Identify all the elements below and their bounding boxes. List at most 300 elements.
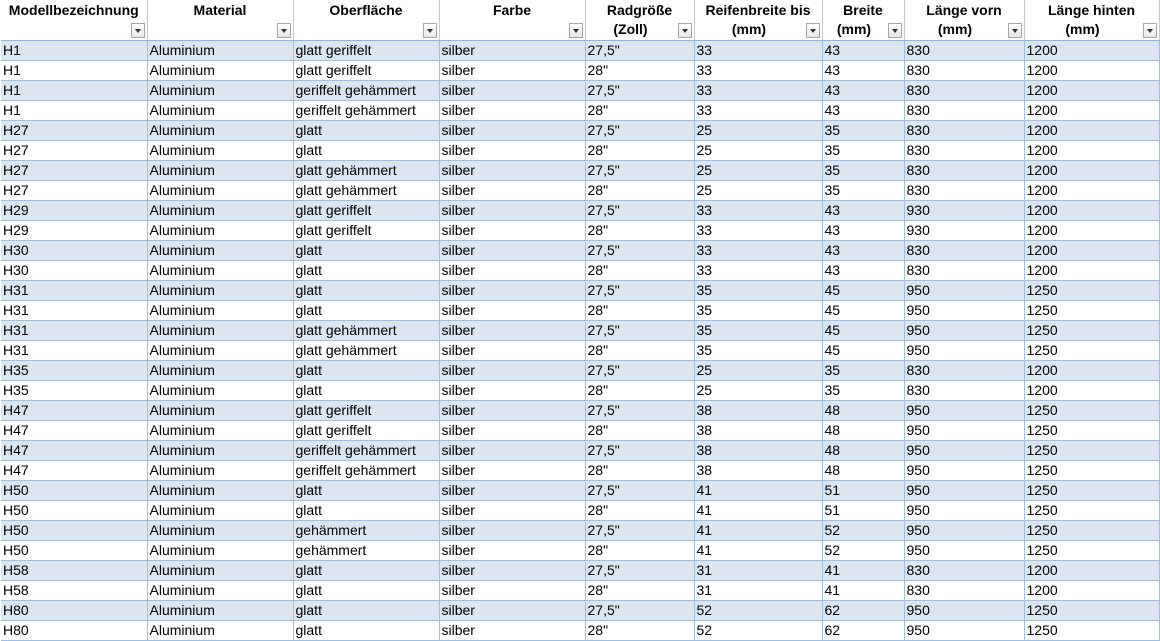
- table-cell[interactable]: silber: [439, 461, 585, 481]
- table-cell[interactable]: 950: [904, 301, 1024, 321]
- table-cell[interactable]: 41: [694, 521, 822, 541]
- table-cell[interactable]: 45: [822, 341, 904, 361]
- column-header-2: [293, 0, 439, 41]
- table-cell[interactable]: 27,5": [585, 401, 694, 421]
- table-cell[interactable]: silber: [439, 361, 585, 381]
- table-cell[interactable]: H50: [1, 541, 147, 561]
- table-cell[interactable]: Aluminium: [147, 261, 293, 281]
- header-row: [1, 0, 1159, 41]
- table-cell[interactable]: 28": [585, 501, 694, 521]
- table-cell[interactable]: 950: [904, 441, 1024, 461]
- dropdown-filter-icon[interactable]: [131, 23, 145, 38]
- table-cell[interactable]: 28": [585, 541, 694, 561]
- table-cell[interactable]: 43: [822, 101, 904, 121]
- table-cell[interactable]: 48: [822, 441, 904, 461]
- table-cell[interactable]: 35: [822, 121, 904, 141]
- table-cell[interactable]: silber: [439, 241, 585, 261]
- table-cell[interactable]: Aluminium: [147, 301, 293, 321]
- table-cell[interactable]: 950: [904, 481, 1024, 501]
- table-cell[interactable]: H47: [1, 421, 147, 441]
- table-cell[interactable]: gehämmert: [293, 521, 439, 541]
- table-cell[interactable]: 1200: [1024, 221, 1159, 241]
- table-cell[interactable]: H1: [1, 81, 147, 101]
- table-cell[interactable]: 830: [904, 121, 1024, 141]
- table-cell[interactable]: 830: [904, 361, 1024, 381]
- table-cell[interactable]: 25: [694, 161, 822, 181]
- table-cell[interactable]: 52: [694, 621, 822, 641]
- table-cell[interactable]: 52: [694, 601, 822, 621]
- table-cell[interactable]: 31: [694, 581, 822, 601]
- table-cell[interactable]: 28": [585, 461, 694, 481]
- table-cell[interactable]: 1250: [1024, 341, 1159, 361]
- table-cell[interactable]: 830: [904, 81, 1024, 101]
- table-cell[interactable]: Aluminium: [147, 441, 293, 461]
- table-row: [1, 221, 1159, 241]
- table-cell[interactable]: 35: [694, 301, 822, 321]
- table-cell[interactable]: 28": [585, 101, 694, 121]
- column-header-title: Farbe: [492, 2, 532, 18]
- table-cell[interactable]: 1250: [1024, 601, 1159, 621]
- table-cell[interactable]: H29: [1, 221, 147, 241]
- table-cell[interactable]: 1200: [1024, 41, 1159, 61]
- table-cell[interactable]: 930: [904, 201, 1024, 221]
- column-header-unit: (Zoll): [613, 21, 648, 37]
- table-cell[interactable]: 1250: [1024, 461, 1159, 481]
- table-cell[interactable]: glatt geriffelt: [293, 41, 439, 61]
- table-cell[interactable]: 27,5": [585, 121, 694, 141]
- table-cell[interactable]: Aluminium: [147, 501, 293, 521]
- table-cell[interactable]: 1200: [1024, 81, 1159, 101]
- table-cell[interactable]: 35: [822, 161, 904, 181]
- table-cell[interactable]: 28": [585, 221, 694, 241]
- table-cell[interactable]: 28": [585, 301, 694, 321]
- table-cell[interactable]: H31: [1, 321, 147, 341]
- table-cell[interactable]: H58: [1, 581, 147, 601]
- table-cell[interactable]: glatt geriffelt: [293, 401, 439, 421]
- table-cell[interactable]: 830: [904, 561, 1024, 581]
- table-cell[interactable]: Aluminium: [147, 621, 293, 641]
- table-cell[interactable]: silber: [439, 501, 585, 521]
- table-cell[interactable]: glatt: [293, 561, 439, 581]
- table-cell[interactable]: 950: [904, 421, 1024, 441]
- table-cell[interactable]: geriffelt gehämmert: [293, 81, 439, 101]
- table-cell[interactable]: 950: [904, 601, 1024, 621]
- table-cell[interactable]: 830: [904, 241, 1024, 261]
- table-cell[interactable]: 1200: [1024, 361, 1159, 381]
- table-cell[interactable]: 950: [904, 621, 1024, 641]
- table-cell[interactable]: Aluminium: [147, 141, 293, 161]
- table-cell[interactable]: glatt: [293, 301, 439, 321]
- table-cell[interactable]: 1200: [1024, 201, 1159, 221]
- table-cell[interactable]: 1200: [1024, 161, 1159, 181]
- dropdown-filter-icon[interactable]: [806, 23, 820, 38]
- table-cell[interactable]: Aluminium: [147, 521, 293, 541]
- table-cell[interactable]: glatt geriffelt: [293, 201, 439, 221]
- table-cell[interactable]: 830: [904, 61, 1024, 81]
- table-cell[interactable]: silber: [439, 321, 585, 341]
- table-cell[interactable]: 830: [904, 181, 1024, 201]
- table-cell[interactable]: 1200: [1024, 581, 1159, 601]
- table-cell[interactable]: 950: [904, 541, 1024, 561]
- table-cell[interactable]: glatt: [293, 141, 439, 161]
- table-cell[interactable]: 830: [904, 41, 1024, 61]
- table-cell[interactable]: Aluminium: [147, 561, 293, 581]
- table-cell[interactable]: 35: [822, 141, 904, 161]
- dropdown-filter-icon[interactable]: [1008, 23, 1022, 38]
- table-cell[interactable]: H50: [1, 481, 147, 501]
- table-cell[interactable]: silber: [439, 421, 585, 441]
- table-cell[interactable]: 1250: [1024, 421, 1159, 441]
- table-cell[interactable]: gehämmert: [293, 541, 439, 561]
- table-cell[interactable]: 1200: [1024, 381, 1159, 401]
- table-cell[interactable]: 41: [694, 501, 822, 521]
- table-cell[interactable]: 38: [694, 421, 822, 441]
- dropdown-filter-icon[interactable]: [423, 23, 437, 38]
- table-cell[interactable]: 38: [694, 401, 822, 421]
- table-cell[interactable]: H50: [1, 521, 147, 541]
- table-cell[interactable]: silber: [439, 561, 585, 581]
- table-cell[interactable]: 41: [822, 581, 904, 601]
- table-cell[interactable]: 35: [822, 181, 904, 201]
- table-cell[interactable]: H47: [1, 401, 147, 421]
- table-cell[interactable]: glatt gehämmert: [293, 161, 439, 181]
- table-cell[interactable]: 43: [822, 61, 904, 81]
- table-cell[interactable]: silber: [439, 381, 585, 401]
- table-cell[interactable]: 25: [694, 381, 822, 401]
- table-cell[interactable]: 1200: [1024, 241, 1159, 261]
- table-cell[interactable]: 45: [822, 281, 904, 301]
- table-cell[interactable]: silber: [439, 181, 585, 201]
- table-cell[interactable]: glatt: [293, 501, 439, 521]
- table-cell[interactable]: glatt: [293, 381, 439, 401]
- table-cell[interactable]: silber: [439, 601, 585, 621]
- table-cell[interactable]: 33: [694, 261, 822, 281]
- table-cell[interactable]: glatt: [293, 481, 439, 501]
- table-cell[interactable]: 43: [822, 81, 904, 101]
- table-cell[interactable]: Aluminium: [147, 401, 293, 421]
- table-cell[interactable]: 27,5": [585, 161, 694, 181]
- table-cell[interactable]: 830: [904, 161, 1024, 181]
- table-cell[interactable]: glatt gehämmert: [293, 321, 439, 341]
- table-cell[interactable]: geriffelt gehämmert: [293, 101, 439, 121]
- table-cell[interactable]: 33: [694, 41, 822, 61]
- table-cell[interactable]: glatt gehämmert: [293, 341, 439, 361]
- table-cell[interactable]: H35: [1, 381, 147, 401]
- table-cell[interactable]: 1250: [1024, 281, 1159, 301]
- table-cell[interactable]: glatt: [293, 361, 439, 381]
- table-cell[interactable]: 830: [904, 261, 1024, 281]
- table-cell[interactable]: H31: [1, 281, 147, 301]
- table-cell[interactable]: Aluminium: [147, 581, 293, 601]
- table-cell[interactable]: 27,5": [585, 201, 694, 221]
- table-cell[interactable]: silber: [439, 81, 585, 101]
- table-cell[interactable]: geriffelt gehämmert: [293, 461, 439, 481]
- table-cell[interactable]: silber: [439, 301, 585, 321]
- table-cell[interactable]: silber: [439, 41, 585, 61]
- table-cell[interactable]: 27,5": [585, 241, 694, 261]
- table-cell[interactable]: silber: [439, 101, 585, 121]
- table-cell[interactable]: silber: [439, 441, 585, 461]
- table-cell[interactable]: glatt geriffelt: [293, 61, 439, 81]
- table-cell[interactable]: 830: [904, 381, 1024, 401]
- table-cell[interactable]: 950: [904, 341, 1024, 361]
- table-cell[interactable]: 27,5": [585, 601, 694, 621]
- table-cell[interactable]: 1200: [1024, 561, 1159, 581]
- table-cell[interactable]: 35: [694, 341, 822, 361]
- column-header-title: Breite: [843, 2, 883, 18]
- table-cell[interactable]: silber: [439, 581, 585, 601]
- table-cell[interactable]: 27,5": [585, 361, 694, 381]
- column-header-1: [147, 0, 293, 41]
- dropdown-filter-icon[interactable]: [1143, 23, 1157, 38]
- table-cell[interactable]: Aluminium: [147, 241, 293, 261]
- table-row: [1, 381, 1159, 401]
- column-header-title: Material: [193, 2, 247, 18]
- table-cell[interactable]: 950: [904, 461, 1024, 481]
- column-header-6: [822, 0, 904, 41]
- column-header-3: [439, 0, 585, 41]
- table-cell[interactable]: H58: [1, 561, 147, 581]
- table-cell[interactable]: Aluminium: [147, 161, 293, 181]
- table-cell[interactable]: Aluminium: [147, 421, 293, 441]
- table-cell[interactable]: 43: [822, 221, 904, 241]
- table-cell[interactable]: glatt geriffelt: [293, 221, 439, 241]
- table-cell[interactable]: glatt: [293, 121, 439, 141]
- table-cell[interactable]: H30: [1, 261, 147, 281]
- table-cell[interactable]: 51: [822, 481, 904, 501]
- table-cell[interactable]: 28": [585, 61, 694, 81]
- table-row: [1, 341, 1159, 361]
- table-cell[interactable]: 28": [585, 421, 694, 441]
- column-header-title: Länge vorn: [926, 2, 1002, 18]
- table-cell[interactable]: 27,5": [585, 321, 694, 341]
- table-cell[interactable]: 25: [694, 141, 822, 161]
- table-cell[interactable]: 1200: [1024, 261, 1159, 281]
- table-cell[interactable]: 930: [904, 221, 1024, 241]
- table-cell[interactable]: glatt: [293, 261, 439, 281]
- table-cell[interactable]: 830: [904, 581, 1024, 601]
- table-cell[interactable]: Aluminium: [147, 341, 293, 361]
- table-cell[interactable]: 52: [822, 521, 904, 541]
- table-cell[interactable]: Aluminium: [147, 61, 293, 81]
- table-cell[interactable]: glatt: [293, 281, 439, 301]
- table-cell[interactable]: 43: [822, 261, 904, 281]
- table-cell[interactable]: 48: [822, 401, 904, 421]
- table-cell[interactable]: 27,5": [585, 481, 694, 501]
- table-cell[interactable]: 27,5": [585, 281, 694, 301]
- table-cell[interactable]: 1250: [1024, 621, 1159, 641]
- column-header-unit: (mm): [731, 21, 767, 37]
- table-cell[interactable]: Aluminium: [147, 41, 293, 61]
- table-cell[interactable]: Aluminium: [147, 461, 293, 481]
- table-cell[interactable]: 28": [585, 621, 694, 641]
- table-cell[interactable]: 35: [694, 321, 822, 341]
- table-cell[interactable]: silber: [439, 521, 585, 541]
- table-cell[interactable]: 1250: [1024, 441, 1159, 461]
- table-cell[interactable]: silber: [439, 481, 585, 501]
- table-cell[interactable]: silber: [439, 621, 585, 641]
- table-cell[interactable]: 45: [822, 301, 904, 321]
- table-cell[interactable]: 950: [904, 281, 1024, 301]
- table-cell[interactable]: H50: [1, 501, 147, 521]
- table-cell[interactable]: H47: [1, 441, 147, 461]
- table-cell[interactable]: 43: [822, 241, 904, 261]
- table-cell[interactable]: Aluminium: [147, 221, 293, 241]
- table-cell[interactable]: H27: [1, 181, 147, 201]
- table-cell[interactable]: Aluminium: [147, 181, 293, 201]
- table-cell[interactable]: 31: [694, 561, 822, 581]
- dropdown-filter-icon[interactable]: [277, 23, 291, 38]
- table-cell[interactable]: H27: [1, 141, 147, 161]
- table-cell[interactable]: 48: [822, 421, 904, 441]
- table-cell[interactable]: H1: [1, 101, 147, 121]
- table-cell[interactable]: silber: [439, 141, 585, 161]
- table-cell[interactable]: 1250: [1024, 501, 1159, 521]
- table-cell[interactable]: silber: [439, 541, 585, 561]
- table-cell[interactable]: 950: [904, 321, 1024, 341]
- table-cell[interactable]: 62: [822, 621, 904, 641]
- table-cell[interactable]: 28": [585, 381, 694, 401]
- table-cell[interactable]: 27,5": [585, 81, 694, 101]
- table-cell[interactable]: 35: [822, 381, 904, 401]
- table-cell[interactable]: 1200: [1024, 141, 1159, 161]
- table-row: [1, 581, 1159, 601]
- table-cell[interactable]: 35: [694, 281, 822, 301]
- table-cell[interactable]: 43: [822, 41, 904, 61]
- table-cell[interactable]: 41: [822, 561, 904, 581]
- table-cell[interactable]: 1250: [1024, 481, 1159, 501]
- table-cell[interactable]: 51: [822, 501, 904, 521]
- table-cell[interactable]: 27,5": [585, 521, 694, 541]
- table-cell[interactable]: 33: [694, 221, 822, 241]
- table-cell[interactable]: silber: [439, 61, 585, 81]
- table-cell[interactable]: 28": [585, 581, 694, 601]
- table-cell[interactable]: 1200: [1024, 121, 1159, 141]
- table-cell[interactable]: 950: [904, 521, 1024, 541]
- table-cell[interactable]: silber: [439, 221, 585, 241]
- table-cell[interactable]: 1200: [1024, 61, 1159, 81]
- table-cell[interactable]: 1250: [1024, 521, 1159, 541]
- table-cell[interactable]: H31: [1, 301, 147, 321]
- table-cell[interactable]: Aluminium: [147, 201, 293, 221]
- table-cell[interactable]: 52: [822, 541, 904, 561]
- table-cell[interactable]: Aluminium: [147, 121, 293, 141]
- table-cell[interactable]: 25: [694, 361, 822, 381]
- table-cell[interactable]: Aluminium: [147, 81, 293, 101]
- table-cell[interactable]: 27,5": [585, 561, 694, 581]
- table-cell[interactable]: Aluminium: [147, 101, 293, 121]
- table-cell[interactable]: 43: [822, 201, 904, 221]
- dropdown-filter-icon[interactable]: [569, 23, 583, 38]
- table-cell[interactable]: 830: [904, 101, 1024, 121]
- table-cell[interactable]: H30: [1, 241, 147, 261]
- table-cell[interactable]: 33: [694, 101, 822, 121]
- table-cell[interactable]: glatt: [293, 581, 439, 601]
- table-row: [1, 201, 1159, 221]
- column-header-0: [1, 0, 147, 41]
- table-cell[interactable]: glatt: [293, 241, 439, 261]
- table-cell[interactable]: silber: [439, 201, 585, 221]
- table-row: [1, 101, 1159, 121]
- table-cell[interactable]: silber: [439, 121, 585, 141]
- table-cell[interactable]: 33: [694, 241, 822, 261]
- table-cell[interactable]: silber: [439, 261, 585, 281]
- table-cell[interactable]: Aluminium: [147, 481, 293, 501]
- table-cell[interactable]: 38: [694, 441, 822, 461]
- table-cell[interactable]: H80: [1, 621, 147, 641]
- table-cell[interactable]: 950: [904, 401, 1024, 421]
- table-cell[interactable]: glatt: [293, 601, 439, 621]
- table-cell[interactable]: H1: [1, 41, 147, 61]
- table-cell[interactable]: 27,5": [585, 441, 694, 461]
- table-cell[interactable]: H35: [1, 361, 147, 381]
- table-cell[interactable]: silber: [439, 401, 585, 421]
- table-cell[interactable]: 45: [822, 321, 904, 341]
- dropdown-filter-icon[interactable]: [678, 23, 692, 38]
- table-cell[interactable]: 38: [694, 461, 822, 481]
- table-cell[interactable]: 35: [822, 361, 904, 381]
- table-cell[interactable]: 1250: [1024, 321, 1159, 341]
- table-cell[interactable]: Aluminium: [147, 601, 293, 621]
- table-cell[interactable]: Aluminium: [147, 541, 293, 561]
- table-cell[interactable]: 830: [904, 141, 1024, 161]
- table-cell[interactable]: 27,5": [585, 41, 694, 61]
- table-cell[interactable]: Aluminium: [147, 321, 293, 341]
- table-cell[interactable]: 28": [585, 181, 694, 201]
- table-cell[interactable]: 950: [904, 501, 1024, 521]
- table-cell[interactable]: 1250: [1024, 301, 1159, 321]
- table-body: [1, 41, 1159, 641]
- table-cell[interactable]: 25: [694, 121, 822, 141]
- table-cell[interactable]: geriffelt gehämmert: [293, 441, 439, 461]
- table-cell[interactable]: 25: [694, 181, 822, 201]
- dropdown-filter-icon[interactable]: [888, 23, 902, 38]
- table-cell[interactable]: H1: [1, 61, 147, 81]
- table-cell[interactable]: 1250: [1024, 401, 1159, 421]
- table-cell[interactable]: 33: [694, 81, 822, 101]
- table-cell[interactable]: Aluminium: [147, 381, 293, 401]
- table-cell[interactable]: 28": [585, 141, 694, 161]
- table-cell[interactable]: 33: [694, 201, 822, 221]
- table-cell[interactable]: 41: [694, 481, 822, 501]
- table-cell[interactable]: glatt gehämmert: [293, 181, 439, 201]
- table-cell[interactable]: 62: [822, 601, 904, 621]
- table-cell[interactable]: silber: [439, 161, 585, 181]
- table-cell[interactable]: H27: [1, 161, 147, 181]
- table-cell[interactable]: H29: [1, 201, 147, 221]
- table-cell[interactable]: 28": [585, 341, 694, 361]
- table-cell[interactable]: H31: [1, 341, 147, 361]
- table-cell[interactable]: 1200: [1024, 181, 1159, 201]
- table-cell[interactable]: 28": [585, 261, 694, 281]
- table-cell[interactable]: 1200: [1024, 101, 1159, 121]
- table-cell[interactable]: silber: [439, 341, 585, 361]
- table-cell[interactable]: glatt geriffelt: [293, 421, 439, 441]
- table-cell[interactable]: 33: [694, 61, 822, 81]
- table-cell[interactable]: H80: [1, 601, 147, 621]
- table-cell[interactable]: 48: [822, 461, 904, 481]
- table-cell[interactable]: 41: [694, 541, 822, 561]
- table-cell[interactable]: Aluminium: [147, 361, 293, 381]
- table-cell[interactable]: Aluminium: [147, 281, 293, 301]
- table-cell[interactable]: H27: [1, 121, 147, 141]
- column-header-title: Oberfläche: [329, 2, 403, 18]
- table-cell[interactable]: glatt: [293, 621, 439, 641]
- column-header-title: Modellbezeichnung: [8, 2, 139, 18]
- table-cell[interactable]: H47: [1, 461, 147, 481]
- table-cell[interactable]: silber: [439, 281, 585, 301]
- table-cell[interactable]: 1250: [1024, 541, 1159, 561]
